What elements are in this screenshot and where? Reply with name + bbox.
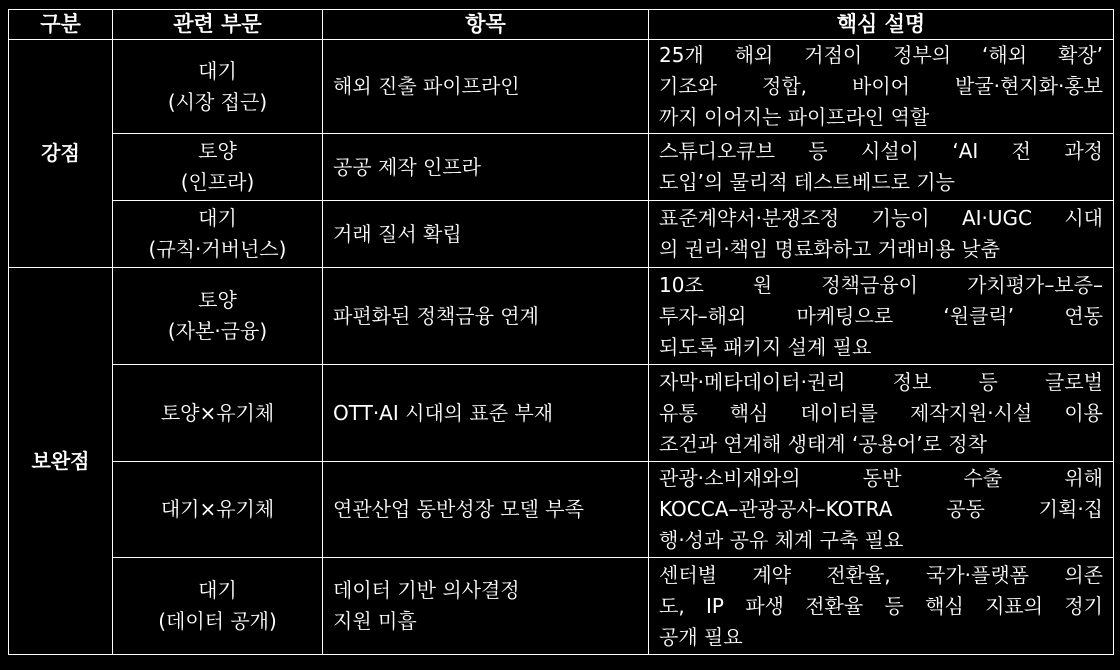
area-cell [113, 558, 323, 655]
area-cell [113, 40, 323, 134]
item-line: 지원 미흡 [333, 609, 417, 633]
description-cell [649, 268, 1114, 365]
description-line: 도입’의 물리적 테스트베드로 기능 [659, 170, 955, 194]
area-cell [113, 268, 323, 365]
area-line: 토양×유기체 [160, 400, 275, 425]
description-line: 도, IP 파생 전환율 등 핵심 지표의 정기 [659, 593, 1103, 618]
description-line: 표준계약서·분쟁조정 기능이 AI·UGC 시대 [659, 206, 1103, 230]
area-line: (시장 접근) [167, 89, 268, 114]
table-row [9, 40, 1114, 134]
table-row [9, 268, 1114, 365]
item-line: 연관산업 동반성장 모델 부족 [333, 497, 584, 521]
header-area: 관련 부문 [113, 10, 323, 40]
area-line: 대기 [198, 206, 237, 230]
table-row [9, 365, 1114, 462]
area-line: (자본·금융) [167, 319, 268, 343]
description-line: KOCCA–관광공사–KOTRA 공동 기획·집 [659, 497, 1103, 521]
item-cell [323, 40, 649, 134]
description-line: 까지 이어지는 파이프라인 역할 [659, 105, 930, 129]
description-cell [649, 40, 1114, 134]
area-cell [113, 365, 323, 462]
area-cell [113, 134, 323, 201]
table-row [9, 558, 1114, 655]
group-label-strength: 강점 [9, 40, 113, 268]
item-cell [323, 268, 649, 365]
description-line: 기조와 정합, 바이어 발굴·현지화·홍보 [659, 74, 1103, 98]
table-row [9, 134, 1114, 201]
header-row [9, 10, 1114, 40]
area-line: 토양 [198, 139, 237, 163]
area-line: (인프라) [180, 170, 255, 194]
description-cell [649, 462, 1114, 558]
area-line: 대기 [198, 578, 237, 602]
table-row [9, 462, 1114, 558]
item-cell [323, 201, 649, 268]
description-cell [649, 201, 1114, 268]
item-line: 거래 질서 확립 [333, 221, 462, 246]
item-line: 데이터 기반 의사결정 [333, 578, 520, 602]
description-line: 센터별 계약 전환율, 국가·플랫폼 의존 [659, 562, 1103, 587]
item-line: OTT·AI 시대의 표준 부재 [333, 400, 554, 425]
item-cell [323, 558, 649, 655]
area-line: (데이터 공개) [158, 609, 277, 633]
description-line: 의 권리·책임 명료화하고 거래비용 낮춤 [659, 237, 1000, 261]
description-line: 되도록 패키지 설계 필요 [659, 334, 872, 359]
item-line: 해외 진출 파이프라인 [333, 74, 520, 98]
area-cell [113, 462, 323, 558]
description-line: 조건과 연계해 생태계 ‘공용어’로 정착 [659, 431, 987, 456]
item-cell [323, 462, 649, 558]
description-cell [649, 558, 1114, 655]
description-line: 유통 핵심 데이터를 제작지원·시설 이용 [659, 400, 1103, 425]
description-line: 투자–해외 마케팅으로 ‘원클릭’ 연동 [659, 303, 1103, 328]
header-category: 구분 [9, 10, 113, 40]
description-line: 행·성과 공유 체계 구축 필요 [659, 528, 904, 552]
group-label-improvement: 보완점 [9, 268, 113, 655]
area-line: 토양 [198, 288, 237, 312]
area-line: (규칙·거버넌스) [148, 237, 287, 261]
header-description: 핵심 설명 [649, 10, 1114, 40]
description-line: 10조 원 정책금융이 가치평가–보증– [659, 272, 1103, 297]
description-cell [649, 365, 1114, 462]
description-line: 25개 해외 거점이 정부의 ‘해외 확장’ [659, 43, 1103, 67]
item-line: 공공 제작 인프라 [333, 154, 481, 179]
table-row [9, 201, 1114, 268]
description-line: 관광·소비재와의 동반 수출 위해 [659, 466, 1103, 490]
area-cell [113, 201, 323, 268]
description-line: 스튜디오큐브 등 시설이 ‘AI 전 과정 [659, 139, 1103, 163]
area-line: 대기×유기체 [160, 497, 275, 521]
item-line: 파편화된 정책금융 연계 [333, 303, 539, 328]
swot-table [8, 9, 1114, 655]
item-cell [323, 134, 649, 201]
area-line: 대기 [198, 58, 237, 83]
description-cell [649, 134, 1114, 201]
header-item: 항목 [323, 10, 649, 40]
description-line: 자막·메타데이터·권리 정보 등 글로벌 [659, 369, 1103, 394]
description-line: 공개 필요 [659, 624, 743, 649]
item-cell [323, 365, 649, 462]
